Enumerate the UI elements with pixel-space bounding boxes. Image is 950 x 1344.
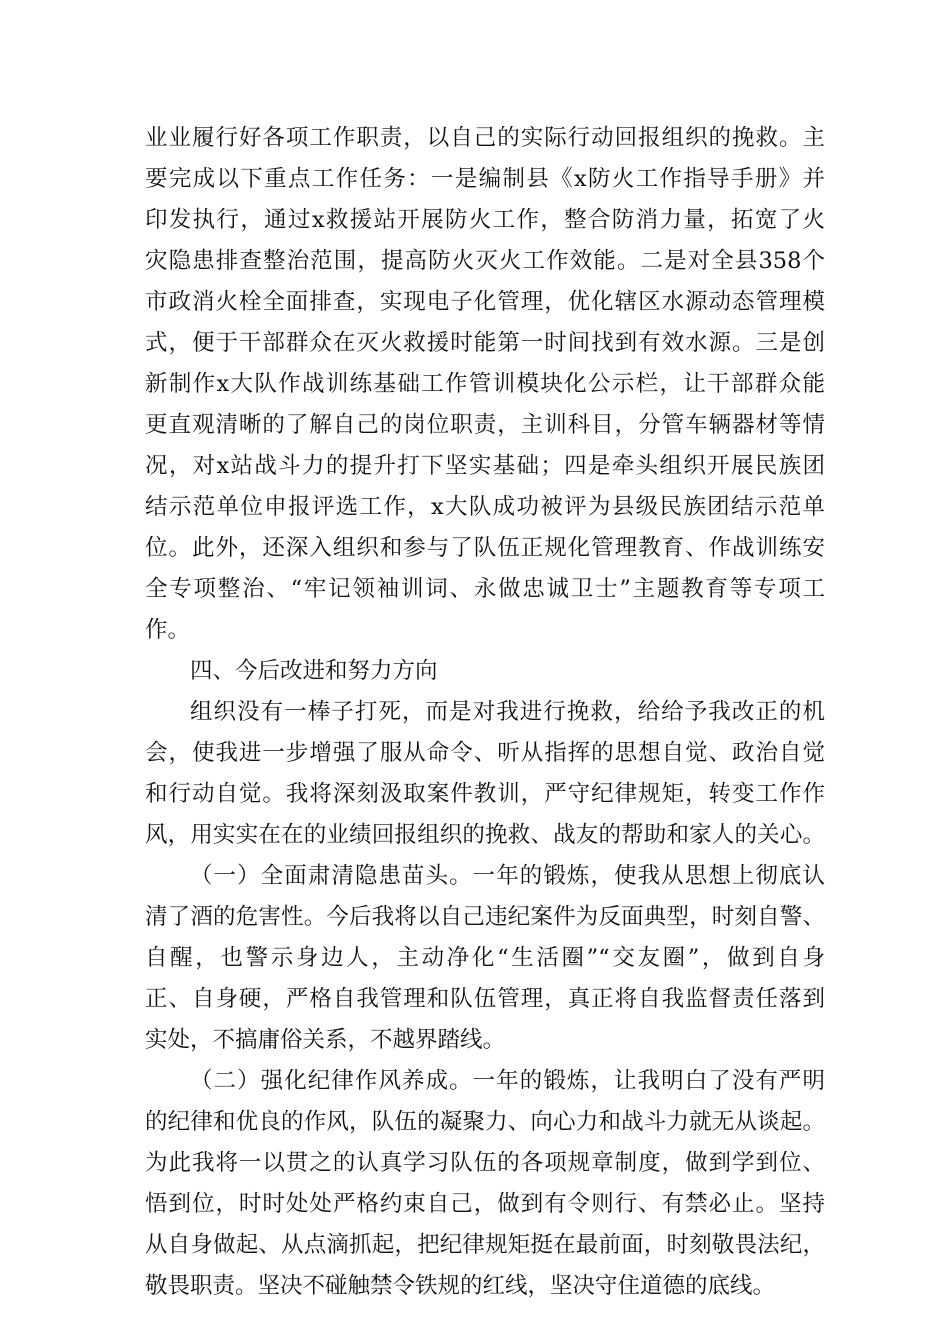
body-text-line: 悟到位，时时处处严格约束自己，做到有令则行、有禁必止。坚持 [145,1191,825,1217]
body-text-line: 业业履行好各项工作职责，以自己的实际行动回报组织的挽救。主 [145,125,825,151]
body-text-line: 位。此外，还深入组织和参与了队伍正规化管理教育、作战训练安 [145,535,825,561]
body-text-line: 式，便于干部群众在灭火救援时能第一时间找到有效水源。三是创 [145,330,825,356]
body-text-line: 正、自身硬，严格自我管理和队伍管理，真正将自我监督责任落到 [145,986,825,1012]
body-text-line: 风，用实实在在的业绩回报组织的挽救、战友的帮助和家人的关心。 [145,822,825,848]
body-text-line: 组织没有一棒子打死，而是对我进行挽救，给给予我改正的机 [190,699,825,725]
body-text-line: 清了酒的危害性。今后我将以自己违纪案件为反面典型，时刻自警、 [145,904,825,930]
body-text-line: 新制作x大队作战训练基础工作管训模块化公示栏，让干部群众能 [145,371,825,397]
body-text-line: 灾隐患排查整治范围，提高防火灭火工作效能。二是对全县358个 [145,248,825,274]
body-text-line: 的纪律和优良的作风，队伍的凝聚力、向心力和战斗力就无从谈起。 [145,1109,825,1135]
body-text-line: 自醒，也警示身边人，主动净化“生活圈”“交友圈”，做到自身 [145,945,825,971]
body-text-line: 和行动自觉。我将深刻汲取案件教训，严守纪律规矩，转变工作作 [145,781,825,807]
body-text-line: 实处，不搞庸俗关系，不越界踏线。 [145,1027,506,1053]
body-text-line: 会，使我进一步增强了服从命令、听从指挥的思想自觉、政治自觉 [145,740,825,766]
body-text-line: 作。 [145,617,191,643]
body-text-line: 结示范单位申报评选工作，x大队成功被评为县级民族团结示范单 [145,494,825,520]
body-text-line: 更直观清晰的了解自己的岗位职责，主训科目，分管车辆器材等情 [145,412,825,438]
body-text-line: 市政消火栓全面排查，实现电子化管理，优化辖区水源动态管理模 [145,289,825,315]
body-text-line: 要完成以下重点工作任务：一是编制县《x防火工作指导手册》并 [145,166,825,192]
body-text-line: 从自身做起、从点滴抓起，把纪律规矩挺在最前面，时刻敬畏法纪， [145,1232,825,1258]
body-text-line: 敬畏职责。坚决不碰触禁令铁规的红线，坚决守住道德的底线。 [145,1273,776,1299]
body-text-line: 况，对x站战斗力的提升打下坚实基础；四是牵头组织开展民族团 [145,453,825,479]
body-text-line: 印发执行，通过x救援站开展防火工作，整合防消力量，拓宽了火 [145,207,825,233]
section-heading: 四、今后改进和努力方向 [190,658,438,684]
body-text-line: 为此我将一以贯之的认真学习队伍的各项规章制度，做到学到位、 [145,1150,825,1176]
body-text-line: 全专项整治、“牢记领袖训词、永做忠诚卫士”主题教育等专项工 [145,576,825,602]
subsection-heading-line: （二）强化纪律作风养成。一年的锻炼，让我明白了没有严明 [190,1068,825,1094]
subsection-heading-line: （一）全面肃清隐患苗头。一年的锻炼，使我从思想上彻底认 [190,863,825,889]
